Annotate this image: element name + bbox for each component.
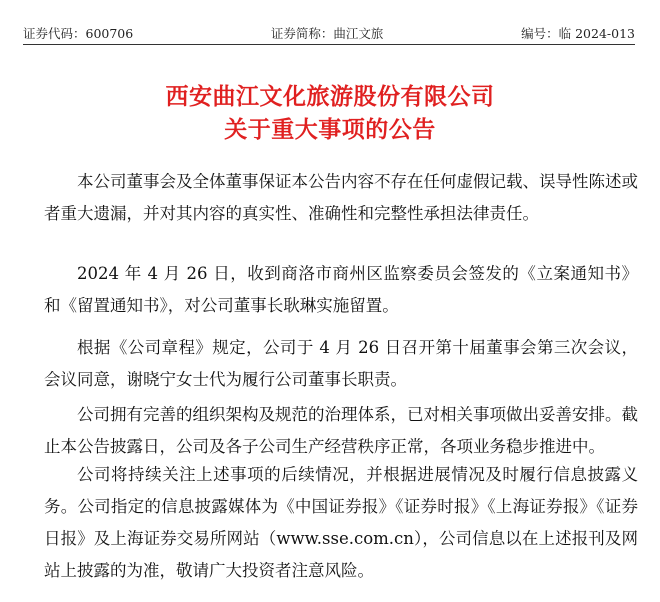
paragraph-board-meeting: 根据《公司章程》规定，公司于 4 月 26 日召开第十届董事会第三次会议，会议同意，谢晓宁女士代为履行公司董事长职责。 bbox=[44, 338, 638, 389]
stock-code: 证券代码：600706 bbox=[23, 26, 134, 41]
company-title: 西安曲江文化旅游股份有限公司 bbox=[165, 83, 495, 110]
header-divider bbox=[23, 44, 635, 45]
announcement-number: 编号：临 2024-013 bbox=[521, 26, 635, 41]
document-header bbox=[23, 24, 635, 42]
announcement-title: 关于重大事项的公告 bbox=[224, 116, 436, 143]
paragraph-notice: 2024 年 4 月 26 日，收到商洛市商州区监察委员会签发的《立案通知书》和《留置通知书》，对公司董事长耿琳实施留置。 bbox=[44, 264, 638, 315]
stock-short-name: 证券简称：曲江文旅 bbox=[270, 26, 384, 41]
paragraph-disclosure: 公司将持续关注上述事项的后续情况，并根据进展情况及时履行信息披露义务。公司指定的信息披露媒体为《中国证券报》《证券时报》《上海证券报》《证券日报》及上海证券交易所网站（www.sse.com.cn），公司信息以在上述报刊及网站上披露的为准，敬请广大投资者注意风险。 bbox=[44, 465, 638, 580]
paragraph-disclaimer: 本公司董事会及全体董事保证本公告内容不存在任何虚假记载、误导性陈述或者重大遗漏，并对其内容的真实性、准确性和完整性承担法律责任。 bbox=[44, 172, 638, 223]
paragraph-operations: 公司拥有完善的组织架构及规范的治理体系，已对相关事项做出妥善安排。截止本公告披露日，公司及各子公司生产经营秩序正常，各项业务稳步推进中。 bbox=[44, 405, 638, 456]
